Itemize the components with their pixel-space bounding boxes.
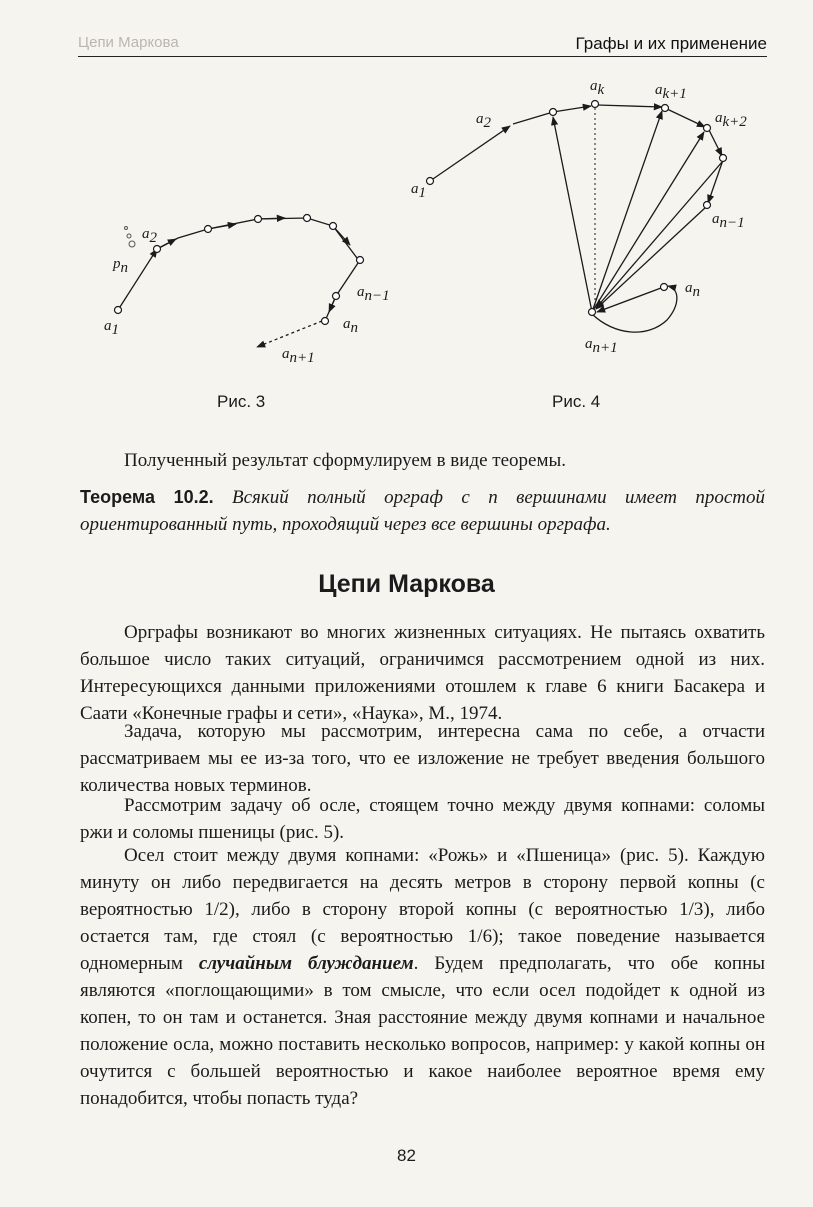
fig3-dashed-edge bbox=[257, 321, 322, 347]
fig4-label-ak: ak bbox=[590, 78, 605, 98]
fig3-vertex bbox=[255, 216, 262, 223]
fig3-vertex bbox=[357, 257, 364, 264]
figure-3-diagram bbox=[104, 215, 390, 367]
theorem-paragraph bbox=[80, 484, 765, 538]
fig4-vertex-an+1 bbox=[589, 309, 596, 316]
fig3-vertex-an-1 bbox=[333, 293, 340, 300]
figure-4-diagram bbox=[411, 78, 747, 356]
paragraph-2: Задача, которую мы рассмотрим, интересна сама по себе, а отчасти рассматриваем мы ее из-за того, что ее изложение не требует введения большого количества новых терминов. bbox=[80, 721, 765, 796]
fig4-edge bbox=[592, 111, 662, 312]
fig4-label-an-1: an−1 bbox=[712, 211, 745, 231]
fig4-vertex-an-1 bbox=[704, 202, 711, 209]
fig4-edge bbox=[553, 106, 591, 112]
fig3-edge bbox=[118, 249, 157, 310]
fig4-label-a2: a2 bbox=[476, 111, 491, 131]
fig4-edge bbox=[513, 112, 553, 124]
fig4-edge bbox=[708, 160, 723, 203]
fig3-vertex bbox=[205, 226, 212, 233]
fig4-edge bbox=[430, 126, 510, 181]
fig4-label-an: an bbox=[685, 280, 700, 300]
fig4-edge bbox=[709, 130, 722, 156]
fig3-vertex bbox=[304, 215, 311, 222]
fig3-edge bbox=[208, 224, 236, 229]
fig4-vertex bbox=[720, 155, 727, 162]
figure-4-caption: Рис. 4 bbox=[552, 392, 601, 411]
figures bbox=[0, 0, 813, 420]
header-right-title: Графы и их применение bbox=[575, 34, 767, 53]
fig3-label-pn: pn bbox=[113, 256, 128, 276]
page-number: 82 bbox=[397, 1146, 416, 1165]
figure-3-caption: Рис. 3 bbox=[217, 392, 266, 411]
fig3-vertex-a1 bbox=[115, 307, 122, 314]
fig3-dot bbox=[127, 234, 131, 238]
fig4-label-ak+1: ak+1 bbox=[655, 82, 687, 102]
fig3-dot bbox=[125, 227, 128, 230]
fig3-label-a2: a2 bbox=[142, 226, 157, 246]
paragraph-4 bbox=[80, 842, 765, 1112]
theorem-text: Всякий полный орграф с n вершинами имеет простой ориентированный путь, проходящий через все вершины орграфа. bbox=[80, 487, 766, 535]
fig4-vertex-a1 bbox=[427, 178, 434, 185]
paragraph-4-text-a: Осел стоит между двумя копнами: «Рожь» и «Пшеница» (рис. 5). Каждую минуту он либо передвигается на десять метров в сторону первой копны (с вероятностью 1/2), либо в сторону второй копны (с вероятностью 1/3), либо остается там, где стоял (с вероятностью 1/6); такое поведение называется одномерным bbox=[80, 845, 765, 974]
fig4-edge bbox=[667, 109, 705, 127]
fig4-vertex-an bbox=[661, 284, 668, 291]
fig4-label-an+1: an+1 bbox=[585, 336, 618, 356]
fig4-label-a1: a1 bbox=[411, 181, 426, 201]
intro-paragraph: Полученный результат сформулируем в виде теоремы. bbox=[124, 450, 567, 471]
section-title: Цепи Маркова bbox=[318, 570, 495, 598]
fig3-label-an-1: an−1 bbox=[357, 284, 390, 304]
fig3-path bbox=[157, 218, 360, 321]
fig4-edge bbox=[553, 117, 592, 312]
fig3-vertex-an bbox=[322, 318, 329, 325]
fig3-label-an: an bbox=[343, 316, 358, 336]
paragraph-3: Рассмотрим задачу об осле, стоящем точно между двумя копнами: соломы ржи и соломы пшеницы (рис. 5). bbox=[80, 795, 765, 843]
theorem-label: Теорема 10.2. bbox=[80, 487, 214, 507]
fig4-edge bbox=[596, 162, 722, 308]
header-left-title: Цепи Маркова bbox=[78, 34, 179, 51]
fig3-label-an+1: an+1 bbox=[282, 346, 315, 366]
fig4-vertex-ak bbox=[592, 101, 599, 108]
paragraph-1: Орграфы возникают во многих жизненных ситуациях. Не пытаясь охватить большое число таких ситуаций, ограничимся рассмотрением одной из них. Интересующихся данными приложениями отошлем к главе 6 книги Басакера и Саати «Конечные графы и сети», «Наука», М., 1974. bbox=[80, 622, 765, 724]
fig4-vertex-ak+1 bbox=[662, 105, 669, 112]
paragraph-4-text-b: . Будем предполагать, что обе копны являются «поглощающими» в том смысле, что если осел подойдет к одной из копен, то он там и останется. Зная расстояние между двумя копнами и начальное положение осла, можно поставить несколько вопросов, например: у какой копны он очутится с большей вероятностью и какое наиболее вероятное время ему понадобится, чтобы попасть туда? bbox=[80, 953, 766, 1109]
fig3-label-a1: a1 bbox=[104, 318, 119, 338]
fig3-vertex-a2 bbox=[154, 246, 161, 253]
fig3-vertex bbox=[330, 223, 337, 230]
fig4-edge bbox=[597, 105, 662, 107]
fig4-label-ak+2: ak+2 bbox=[715, 110, 747, 130]
fig4-vertex-ak+2 bbox=[704, 125, 711, 132]
fig4-vertex-a2 bbox=[550, 109, 557, 116]
random-walk-term: случайным блужданием bbox=[198, 953, 414, 974]
fig3-dot bbox=[129, 241, 135, 247]
